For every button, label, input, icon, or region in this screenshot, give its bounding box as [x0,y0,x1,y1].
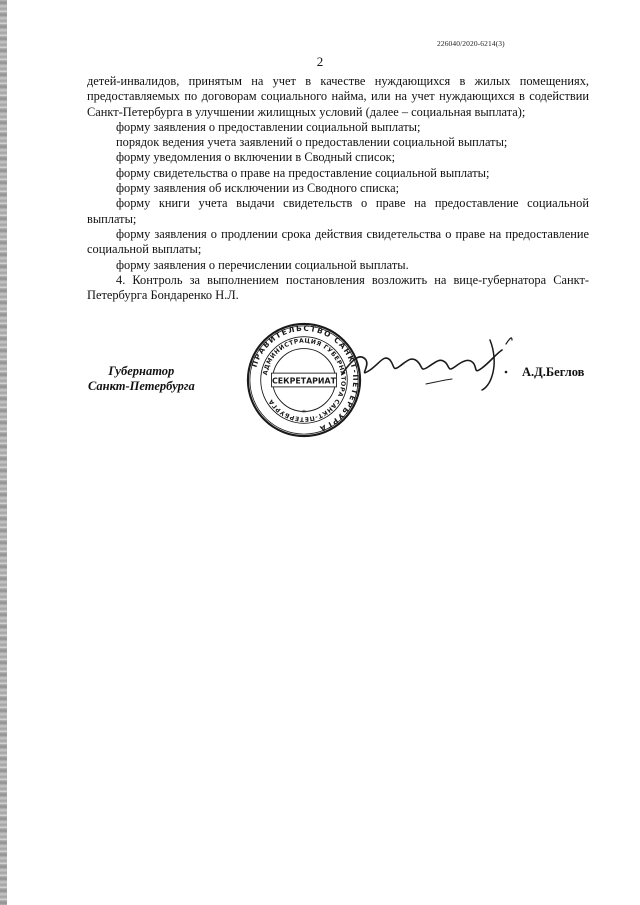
paragraph-list-item: форму свидетельства о праве на предоставление социальной выплаты; [116,165,490,180]
paragraph-continuation: детей-инвалидов, принятым на учет в качестве нуждающихся в жилых помещениях, предоставляемых по договорам социального найма, или на учет нуждающихся в содействии Санкт-Петербурга в улучшении жилищных условий (далее – социальная выплата); [87,74,589,119]
signatory-title-line2: Санкт-Петербурга [88,379,195,393]
seal-center-text: СЕКРЕТАРИАТ [272,376,336,386]
document-number: 226040/2020-6214(3) [437,39,505,48]
handwritten-signature [340,330,515,400]
paragraph-list-item: форму уведомления о включении в Сводный список; [116,150,396,165]
paragraph-list-item: форму книги учета выдачи свидетельств о праве на предоставление социальной выплаты; [87,196,589,226]
document-body [87,74,589,303]
signatory-name: А.Д.Беглов [522,365,585,379]
page-number: 2 [316,54,324,69]
signatory-title [88,364,195,394]
paragraph-item-4: 4. Контроль за выполнением постановления возложить на вице-губернатора Санкт-Петербурга Бондаренко Н.Л. [87,272,589,303]
paragraph-list-item: форму заявления о перечислении социальной выплаты. [116,257,409,272]
paragraph-list-item: форму заявления о предоставлении социальной выплаты; [116,119,421,134]
seal-star-icon: * [302,408,306,418]
signatory-title-line1: Губернатор [108,364,175,378]
paragraph-list-item: форму заявления об исключении из Сводного списка; [116,181,400,196]
paragraph-list-item: порядок ведения учета заявлений о предоставлении социальной выплаты; [116,135,508,150]
seal-inner-text: АДМИНИСТРАЦИЯ ГУБЕРНАТОРА САНКТ-ПЕТЕРБУРГА [261,337,347,423]
scan-edge-artifact [0,0,7,905]
paragraph-list-item: форму заявления о продлении срока действия свидетельства о праве на предоставление социальной выплаты; [87,226,589,257]
seal-outer-text: ПРАВИТЕЛЬСТВО САНКТ-ПЕТЕРБУРГА [249,323,361,434]
